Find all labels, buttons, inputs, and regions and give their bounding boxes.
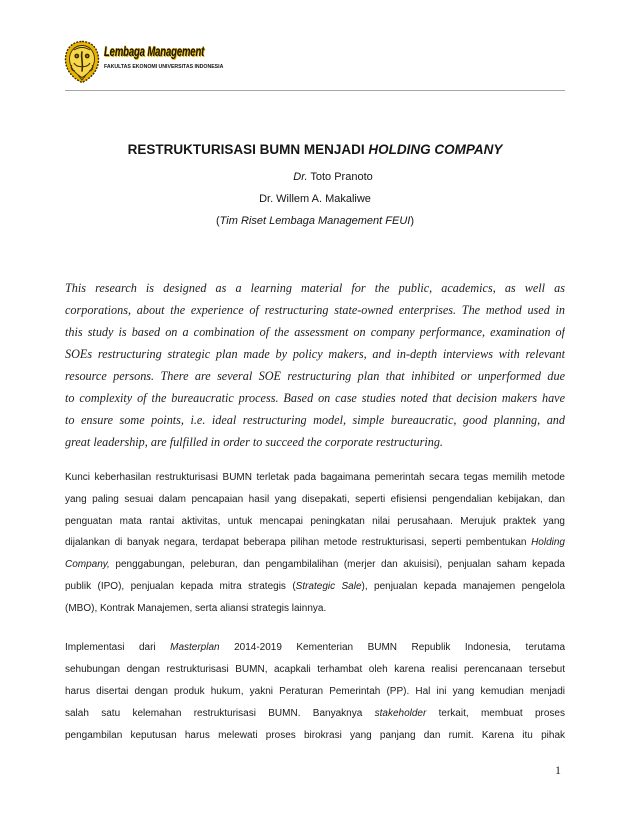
makara-emblem-icon [64,40,100,84]
body-line: (MBO), Kontrak Manajemen, serta aliansi strategis lainnya. [65,602,327,614]
body-text: salah satu kelemahan restrukturisasi BUMN. Banyaknya [65,708,375,719]
body-line [65,637,565,659]
author-1 [65,166,565,188]
affiliation-close: ) [410,215,414,227]
abstract-line: corporations, about the experience of restructuring state-owned enterprises. The method used in [65,303,565,317]
body-line: harus disertai dengan produk hukum, yakni Peraturan Pemerintah (PP). Hal ini yang kemudian menjadi [65,686,565,697]
body-line [65,576,565,598]
abstract [65,277,565,453]
body-line: yang paling sesuai dalam pencapaian hasil yang disepakati, seperti efisiensi pengendalian kebijakan, dan [65,493,565,505]
page-number: 1 [555,763,561,777]
header-logo [64,40,234,86]
abstract-line: resource persons. There are several SOE restructuring plan that inhibited or unperformed due [65,369,565,383]
body-text: terkait, membuat proses [426,708,565,719]
body-paragraph-1 [65,467,565,620]
author-1-title: Dr. [293,171,308,183]
affiliation-open: ( [216,215,220,227]
abstract-line: This research is designed as a learning material for the public, academics, as well as [65,281,565,295]
title-italic: HOLDING COMPANY [368,142,503,157]
abstract-line: great leadership, are fulfilled in order to succeed the corporate restructuring. [65,435,443,449]
body-line: Kunci keberhasilan restrukturisasi BUMN terletak pada bagaimana pemerintah secara tegas memilih metode [65,472,565,483]
italic-term: Holding [531,537,565,549]
body-line [65,532,565,554]
body-text: penggabungan, peleburan, dan pengambilalihan (merjer dan akuisisi), penjualan saham kepada [109,559,565,571]
body-line: penguatan mata rantai aktivitas, untuk mencapai peningkatan nilai perusahaan. Merujuk praktek yang [65,515,565,527]
body-line [65,703,565,725]
header-divider [65,90,565,91]
author-2: Dr. Willem A. Makaliwe [259,193,371,205]
logo-faculty: FAKULTAS EKONOMI UNIVERSITAS INDONESIA [104,64,224,70]
body-line: sehubungan dengan restrukturisasi BUMN, acapkali terhambat oleh karena realisi perencanaan tersebut [65,664,565,675]
abstract-line: this study is based on a combination of the assessment on company performance, examination of [65,325,565,339]
affiliation-name: Tim Riset Lembaga Management FEUI [219,215,411,227]
author-1-name: Toto Pranoto [307,171,373,183]
abstract-line: to complexity of the bureaucratic process. Based on case studies noted that decision makers have [65,391,565,405]
title-text: RESTRUKTURISASI BUMN MENJADI [127,142,369,157]
body-line [65,554,565,576]
abstract-line: to ensure some points, i.e. ideal restructuring model, simple bureaucratic, good planning, and [65,413,565,427]
body-text: dijalankan di banyak negara, terdapat beberapa pilihan metode restrukturisasi, seperti pembentukan [65,537,532,549]
body-text: ), penjualan kepada manajemen pengelola [361,580,565,592]
body-line: pengambilan keputusan harus melewati proses birokrasi yang panjang dan rumit. Karena itu pihak [65,730,565,741]
italic-term: Masterplan [170,642,220,653]
body-paragraph-2 [65,637,565,747]
abstract-line: SOEs restructuring strategic plan made by policy makers, and in-depth interviews with relevant [65,347,565,361]
body-text: publik (IPO), penjualan kepada mitra strategis ( [65,580,296,592]
italic-term: Strategic Sale [295,580,362,592]
affiliation [65,210,565,232]
italic-term: Company, [65,559,110,571]
logo-name: Lembaga Management [104,43,205,59]
body-text: Implementasi dari [65,642,171,653]
italic-term: stakeholder [374,708,427,719]
paper-title [65,141,565,159]
author-block [65,166,565,232]
body-text: 2014-2019 Kementerian BUMN Republik Indonesia, terutama [219,642,565,653]
